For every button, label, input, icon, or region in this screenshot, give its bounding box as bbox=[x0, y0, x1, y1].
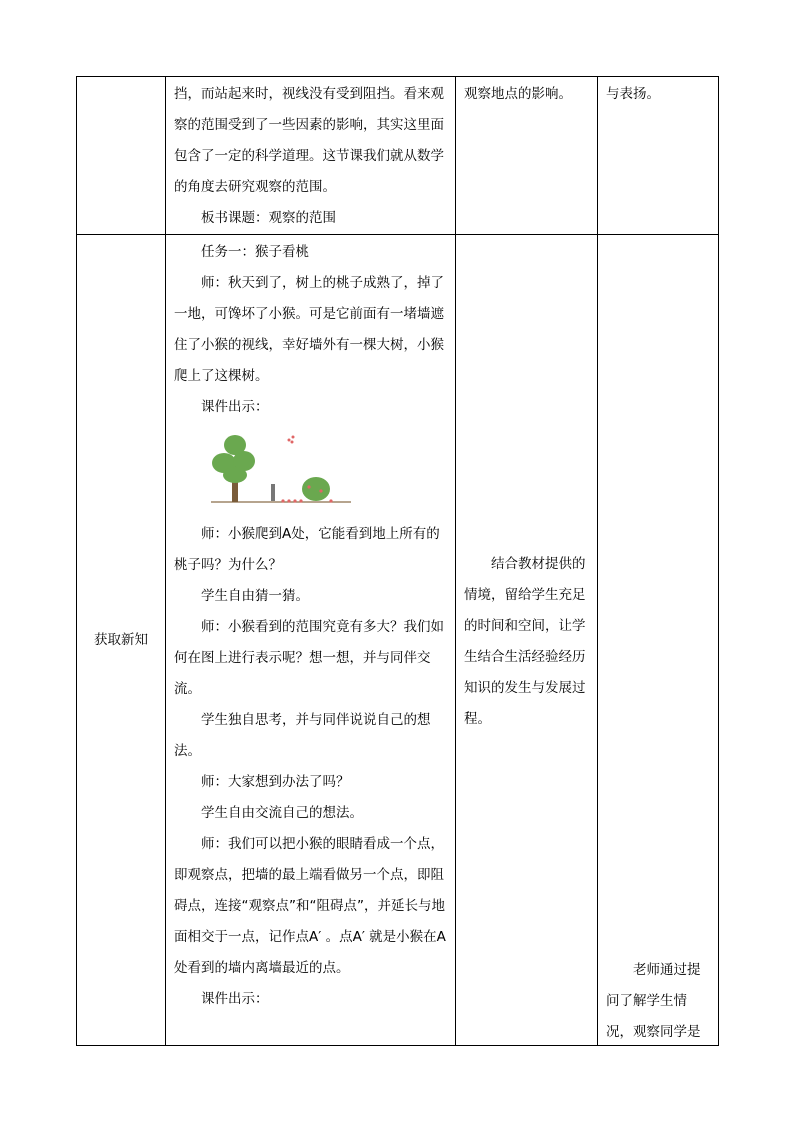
evaluation-cell bbox=[598, 235, 719, 1046]
stage-label: 获取新知 bbox=[94, 631, 148, 648]
design-intent-cell bbox=[456, 235, 598, 1046]
evaluation-cell bbox=[598, 77, 719, 235]
process-paragraph: 师：小猴爬到A处，它能看到地上所有的桃子吗？为什么？ bbox=[174, 526, 440, 573]
design-intent-text: 观察地点的影响。 bbox=[464, 86, 572, 102]
lesson-plan-table bbox=[76, 76, 719, 1046]
evaluation-text: 老师通过提问了解学生情况，观察同学是 bbox=[606, 962, 701, 1040]
process-paragraph: 学生自由猜一猜。 bbox=[201, 588, 309, 604]
process-paragraph: 课件出示： bbox=[201, 991, 269, 1007]
design-intent-text: 结合教材提供的情境，留给学生充足的时间和空间，让学生结合生活经验经历知识的发生与发展过程。 bbox=[464, 556, 586, 727]
teaching-process-cell bbox=[166, 77, 456, 235]
process-paragraph: 师：大家想到办法了吗？ bbox=[201, 774, 350, 790]
process-paragraph: 师：我们可以把小猴的眼睛看成一个点，即观察点，把墙的最上端看做另一个点，即阻碍点，连接“观察点”和“阻碍点”，并延长与地面相交于一点，记作点A′ 。点A′ 就是小猴在A处看到的墙内离墙最近的点。 bbox=[174, 836, 446, 976]
process-paragraph: 师：秋天到了，树上的桃子成熟了，掉了一地，可馋坏了小猴。可是它前面有一堵墙遮住了小猴的视线，幸好墙外有一棵大树，小猴爬上了这棵树。 bbox=[174, 275, 444, 384]
process-paragraph: 挡，而站起来时，视线没有受到阻挡。看来观察的范围受到了一些因素的影响，其实这里面包含了一定的科学道理。这节课我们就从数学的角度去研究观察的范围。 bbox=[174, 86, 444, 195]
board-title-paragraph: 板书课题：观察的范围 bbox=[201, 210, 336, 226]
process-paragraph: 课件出示： bbox=[201, 399, 269, 415]
stage-cell bbox=[77, 235, 166, 1046]
teaching-process-cell bbox=[166, 235, 456, 1046]
task-title: 任务一：猴子看桃 bbox=[201, 244, 309, 260]
table-row bbox=[77, 77, 719, 235]
table-row bbox=[77, 235, 719, 1046]
process-paragraph: 学生独自思考，并与同伴说说自己的想法。 bbox=[174, 712, 431, 759]
stage-cell bbox=[77, 77, 166, 235]
monkey-peach-illustration bbox=[211, 431, 351, 511]
design-intent-cell bbox=[456, 77, 598, 235]
process-paragraph: 师：小猴看到的范围究竟有多大？我们如何在图上进行表示呢？想一想，并与同伴交流。 bbox=[174, 619, 444, 697]
evaluation-text: 与表扬。 bbox=[606, 86, 660, 102]
process-paragraph: 学生自由交流自己的想法。 bbox=[201, 805, 363, 821]
